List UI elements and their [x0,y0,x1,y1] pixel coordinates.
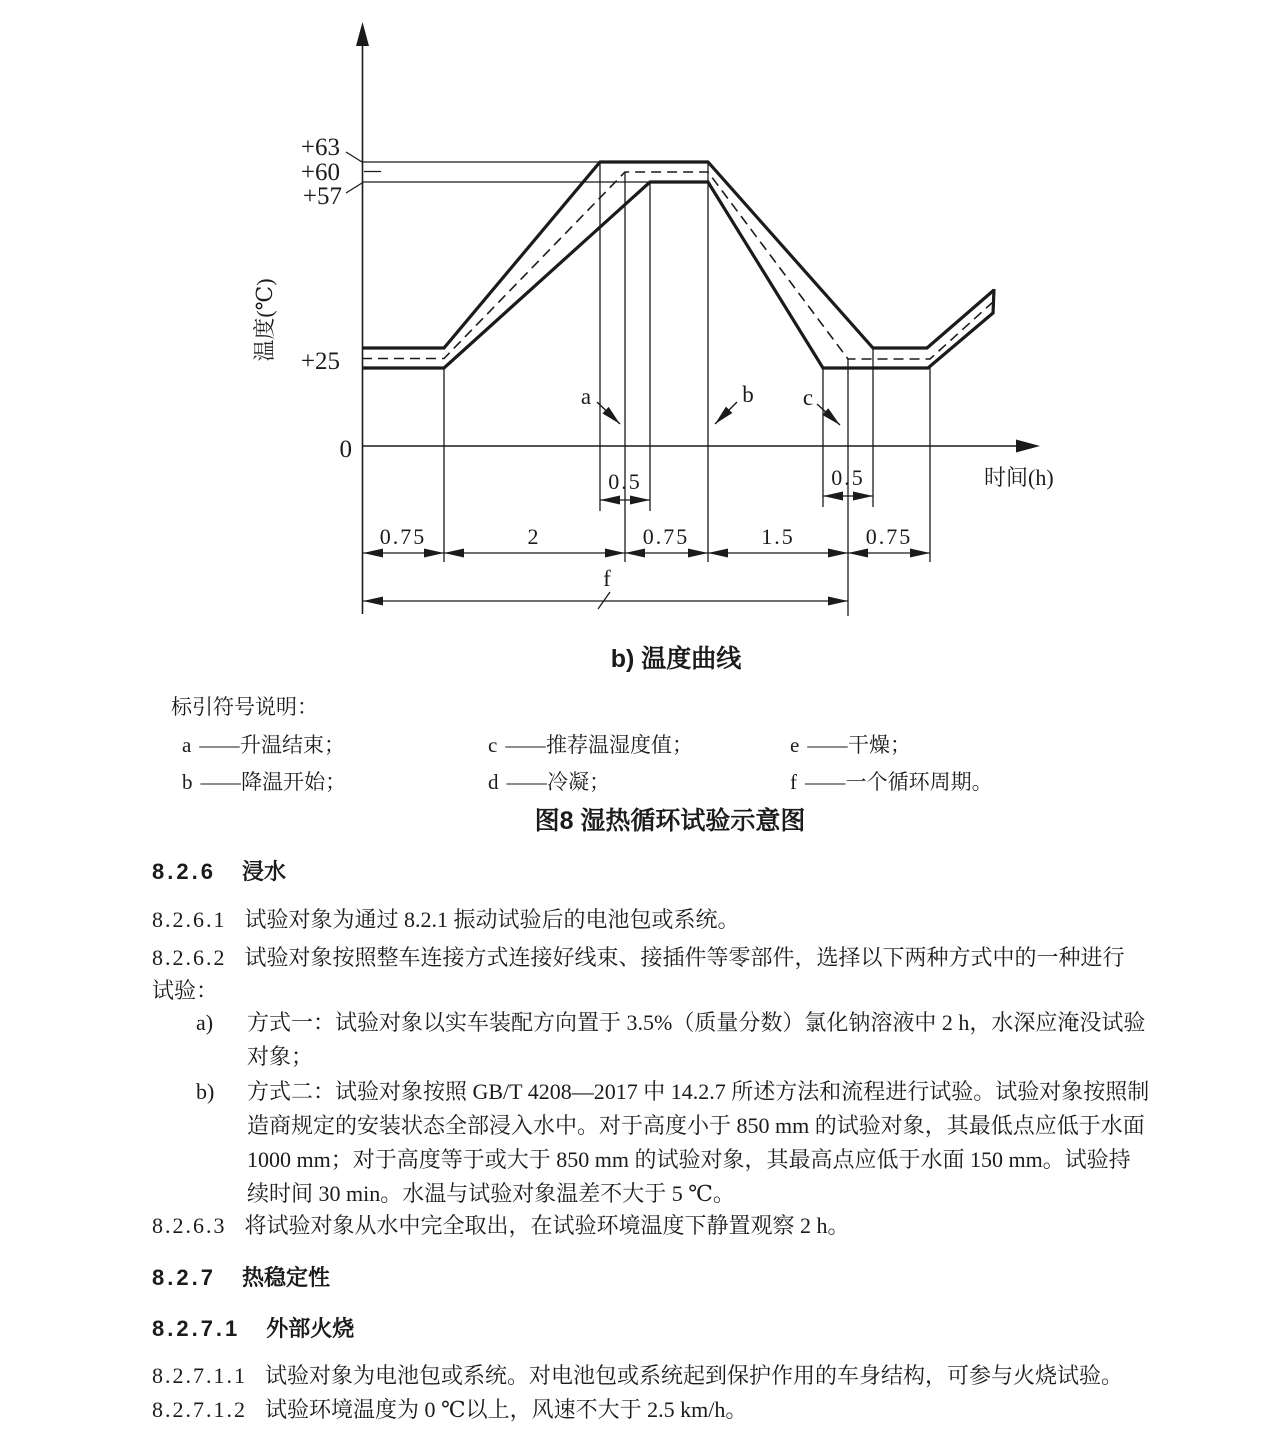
x-axis [362,440,1040,453]
legend-symbol: c [488,733,498,757]
clause-text: 试验对象为电池包或系统。对电池包或系统起到保护作用的车身结构，可参与火烧试验。 [265,1363,1124,1388]
dim-seg-5: 0.75 [865,524,913,549]
point-a-label: a [580,384,592,409]
section-title: 浸水 [241,859,286,884]
tick-25: +25 [300,348,340,375]
section-title: 外部火烧 [266,1316,355,1341]
legend-entry-d [488,766,610,796]
heading-8-2-7 [152,1261,330,1292]
tick-63: +63 [300,134,340,161]
heading-8-2-6 [152,855,286,886]
legend-desc: 一个循环周期。 [845,770,993,794]
clause-number: 8.2.6.3 [152,1213,227,1238]
curve-lower-limit [362,182,993,368]
legend-desc: 干燥； [847,733,911,757]
tick-60: +60 [300,159,340,186]
x-axis-label: 时间(h) [984,465,1054,490]
section-number: 8.2.7 [152,1265,216,1290]
x-axis-arrow-icon [1016,440,1040,453]
item-marker: b) [196,1079,215,1104]
section-number: 8.2.6 [152,859,216,884]
legend-heading: 标引符号说明： [171,695,318,719]
legend-entry-e [790,729,911,759]
clause-text: 试验对象为通过 8.2.1 振动试验后的电池包或系统。 [244,907,740,932]
list-item-a-line2: 对象； [247,1044,314,1069]
dim-seg-4: 1.5 [761,524,795,549]
legend-desc: 推荐温湿度值； [545,733,693,757]
legend-dash: —— [807,733,846,757]
legend-symbol: f [790,770,797,794]
tick-zero: 0 [339,436,352,463]
dim-half-2: 0.5 [831,465,865,490]
clause-text: 将试验对象从水中完全取出，在试验环境温度下静置观察 2 h。 [244,1213,850,1238]
cycle-f-label: f [603,566,611,591]
clause-number: 8.2.7.1.2 [152,1397,247,1422]
para-8-2-7-1-2 [152,1396,747,1424]
clause-text: 试验对象按照整车连接方式连接好线束、接插件等零部件，选择以下两种方式中的一种进行 [244,945,1125,970]
legend-dash: —— [805,770,844,794]
section-title: 热稳定性 [241,1265,330,1290]
item-marker: a) [196,1010,214,1035]
tick-63-leader [346,152,362,162]
legend-entry-b [182,766,346,796]
dim-seg-1: 0.75 [379,524,427,549]
legend-symbol: b [182,770,193,794]
y-axis-label: 温度(℃) [252,278,277,362]
clause-number: 8.2.7.1.1 [152,1363,247,1388]
para-8-2-6-3 [152,1212,850,1240]
dim-seg-2: 2 [527,524,541,549]
list-item-b-line4: 续时间 30 min。水温与试验对象温差不大于 5 ℃。 [247,1181,735,1206]
legend-entry-f [790,766,993,796]
clause-number: 8.2.6.2 [152,945,227,970]
dim-seg-3: 0.75 [642,524,690,549]
dim-half-1: 0.5 [608,469,642,494]
legend-dash: —— [199,733,238,757]
point-b-label: b [742,382,754,407]
para-8-2-6-1 [152,906,740,934]
legend-dash: —— [506,770,546,794]
list-item-a-line1 [196,1009,1145,1037]
tick-57-leader [346,183,362,193]
point-c-label: c [802,385,814,410]
legend-symbol: d [488,770,499,794]
legend-desc: 降温开始； [241,770,347,794]
list-item-b-line3: 1000 mm；对于高度等于或大于 850 mm 的试验对象，其最高点应低于水面 150 mm。试验持 [247,1147,1131,1172]
reference-lines [346,152,650,193]
item-text: 方式一：试验对象以实车装配方向置于 3.5%（质量分数）氯化钠溶液中 2 h，水深应淹没试验 [247,1010,1146,1035]
legend-symbol: e [790,733,800,757]
para-8-2-7-1-1 [152,1362,1123,1390]
list-item-b-line1 [196,1078,1149,1106]
para-8-2-6-2-wrap: 试验： [152,978,219,1003]
legend-entry-c [488,729,693,759]
y-axis [356,22,369,614]
y-axis-arrow-icon [356,22,369,46]
legend-desc: 升温结束； [239,733,345,757]
figure-title: 图8 湿热循环试验示意图 [534,807,806,835]
figure-subcaption: b) 温度曲线 [610,645,742,673]
legend-dash: —— [505,733,544,757]
section-number: 8.2.7.1 [152,1316,241,1341]
heading-8-2-7-1 [152,1312,354,1343]
legend-desc: 冷凝； [547,770,611,794]
legend-entry-a [182,729,345,759]
curve-upper-limit [362,162,994,348]
arrow-b-icon [715,402,737,424]
clause-text: 试验环境温度为 0 ℃以上，风速不大于 2.5 km/h。 [265,1397,748,1422]
item-text: 方式二：试验对象按照 GB/T 4208—2017 中 14.2.7 所述方法和流程进行试验。试验对象按照制 [247,1079,1150,1104]
legend-dash: —— [200,770,240,794]
dimension-lines [363,496,930,609]
legend-symbol: a [182,733,192,757]
clause-number: 8.2.6.1 [152,907,227,932]
para-8-2-6-2 [152,944,1125,972]
figure-8-temperature-curve [0,0,1280,628]
arrow-c-icon [817,404,840,425]
list-item-b-line2: 造商规定的安装状态全部浸入水中。对于高度小于 850 mm 的试验对象，其最低点应低于水面 [247,1113,1145,1138]
tick-57: +57 [302,183,342,210]
